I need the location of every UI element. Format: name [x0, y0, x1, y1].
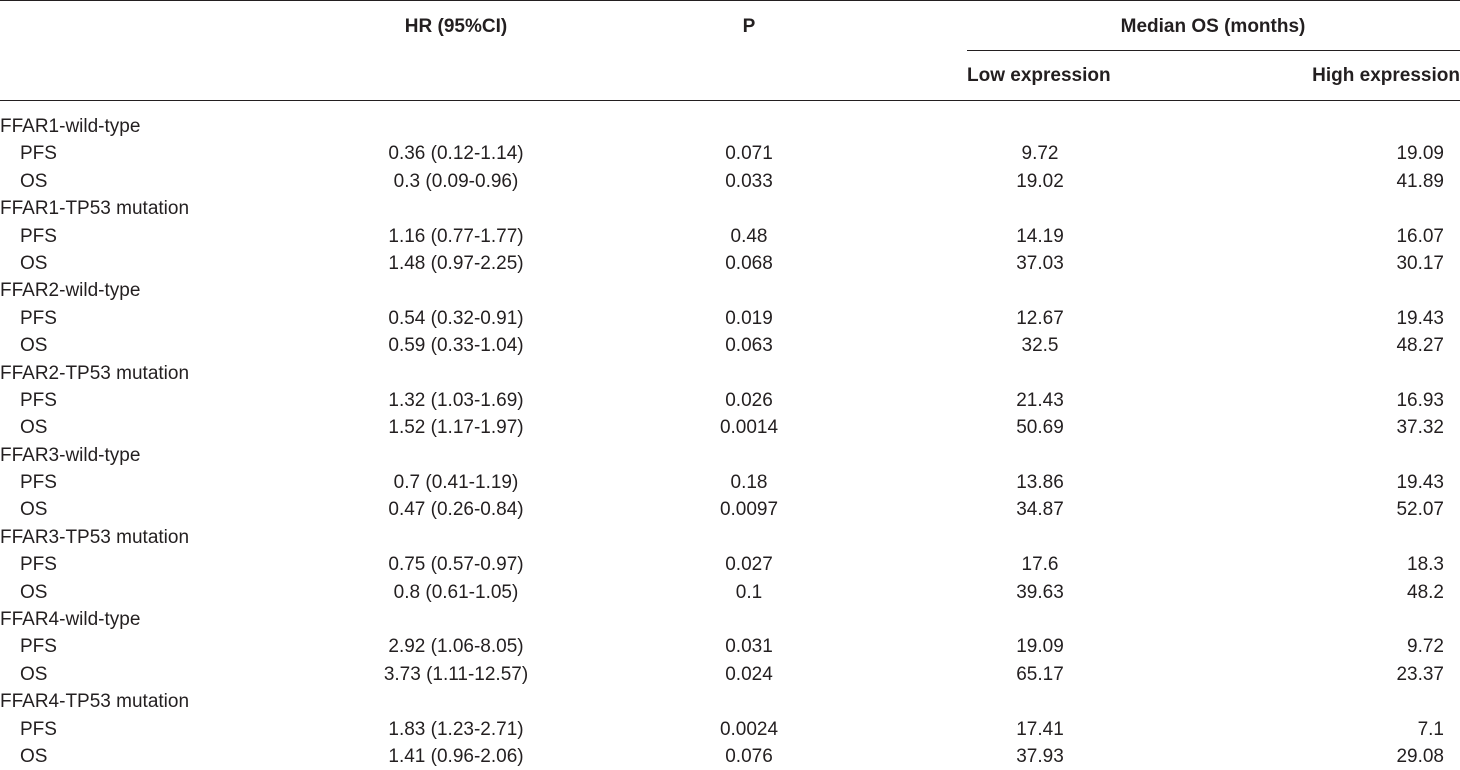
row-label: OS: [20, 170, 48, 192]
table-row: [0, 250, 1460, 277]
hr-cell: 3.73 (1.11-12.57): [383, 663, 529, 685]
hr-cell: 0.36 (0.12-1.14): [388, 143, 524, 165]
p-cell: 0.026: [725, 389, 773, 411]
header-p: P: [742, 16, 756, 37]
low-cell: 9.72: [1021, 143, 1059, 165]
high-cell: 23.37: [1396, 663, 1444, 685]
high-cell: 19.43: [1396, 472, 1444, 494]
group-row: [0, 360, 1460, 387]
row-label: OS: [20, 335, 48, 357]
table-row: [0, 469, 1460, 496]
row-label: PFS: [20, 143, 57, 165]
group-row: [0, 195, 1460, 222]
low-cell: 17.41: [1016, 718, 1064, 740]
p-cell: 0.0097: [719, 499, 779, 521]
hr-cell: 0.47 (0.26-0.84): [388, 499, 524, 521]
low-cell: 12.67: [1016, 307, 1064, 329]
high-cell: 48.2: [1407, 581, 1444, 603]
group-row: [0, 113, 1460, 140]
low-cell: 37.93: [1016, 745, 1064, 767]
high-cell: 37.32: [1396, 417, 1444, 439]
p-cell: 0.019: [725, 307, 773, 329]
low-cell: 65.17: [1016, 663, 1064, 685]
low-cell: 50.69: [1016, 417, 1064, 439]
high-cell: 16.93: [1396, 389, 1444, 411]
group-label: FFAR4-TP53 mutation: [0, 691, 190, 713]
p-cell: 0.027: [725, 554, 773, 576]
hr-cell: 0.7 (0.41-1.19): [393, 472, 519, 494]
table-row: [0, 332, 1460, 359]
low-cell: 21.43: [1016, 389, 1064, 411]
low-cell: 37.03: [1016, 252, 1064, 274]
hr-cell: 0.8 (0.61-1.05): [393, 581, 519, 603]
row-label: OS: [20, 252, 48, 274]
high-cell: 18.3: [1407, 554, 1444, 576]
group-row: [0, 688, 1460, 715]
table-top-rule: [0, 0, 1460, 1]
table-row: [0, 496, 1460, 523]
hr-cell: 0.59 (0.33-1.04): [388, 335, 524, 357]
group-label: FFAR3-wild-type: [0, 444, 141, 466]
table-row: [0, 551, 1460, 578]
p-cell: 0.068: [725, 252, 773, 274]
row-label: OS: [20, 663, 48, 685]
header-median-os: Median OS (months): [1120, 16, 1306, 37]
hr-cell: 1.41 (0.96-2.06): [388, 745, 524, 767]
row-label: PFS: [20, 389, 57, 411]
table-row: [0, 414, 1460, 441]
low-cell: 17.6: [1021, 554, 1059, 576]
row-label: PFS: [20, 307, 57, 329]
hr-cell: 1.83 (1.23-2.71): [388, 718, 524, 740]
low-cell: 39.63: [1016, 581, 1064, 603]
table-row: [0, 661, 1460, 688]
p-cell: 0.031: [725, 636, 773, 658]
high-cell: 19.09: [1396, 143, 1444, 165]
low-cell: 14.19: [1016, 225, 1064, 247]
group-label: FFAR1-wild-type: [0, 116, 141, 137]
high-cell: 52.07: [1396, 499, 1444, 521]
p-cell: 0.0014: [719, 417, 779, 439]
p-cell: 0.063: [725, 335, 773, 357]
p-cell: 0.18: [730, 472, 768, 494]
low-cell: 13.86: [1016, 472, 1064, 494]
group-label: FFAR4-wild-type: [0, 609, 141, 631]
high-cell: 7.1: [1417, 718, 1444, 740]
table-row: [0, 579, 1460, 606]
hr-cell: 1.48 (0.97-2.25): [388, 252, 524, 274]
table-row: [0, 387, 1460, 414]
group-row: [0, 606, 1460, 633]
high-cell: 41.89: [1396, 170, 1444, 192]
group-label: FFAR1-TP53 mutation: [0, 198, 190, 220]
p-cell: 0.071: [725, 143, 773, 165]
hr-cell: 0.75 (0.57-0.97): [388, 554, 524, 576]
row-label: PFS: [20, 554, 57, 576]
group-label: FFAR3-TP53 mutation: [0, 526, 190, 548]
hr-cell: 1.52 (1.17-1.97): [388, 417, 524, 439]
table-row: [0, 305, 1460, 332]
group-label: FFAR2-wild-type: [0, 280, 141, 302]
table-row: [0, 140, 1460, 167]
row-label: PFS: [20, 225, 57, 247]
low-cell: 34.87: [1016, 499, 1064, 521]
high-cell: 30.17: [1396, 252, 1444, 274]
row-label: OS: [20, 417, 48, 439]
header-low-expression: Low expression: [967, 65, 1111, 86]
group-row: [0, 277, 1460, 304]
table-row: [0, 633, 1460, 660]
high-cell: 16.07: [1396, 225, 1444, 247]
p-cell: 0.033: [725, 170, 773, 192]
low-cell: 32.5: [1021, 335, 1059, 357]
high-cell: 29.08: [1396, 745, 1444, 767]
table-row: [0, 223, 1460, 250]
p-cell: 0.48: [730, 225, 768, 247]
group-row: [0, 442, 1460, 469]
hr-cell: 1.32 (1.03-1.69): [388, 389, 524, 411]
table-row: [0, 716, 1460, 743]
hr-cell: 1.16 (0.77-1.77): [388, 225, 524, 247]
table-row: [0, 743, 1460, 770]
high-cell: 48.27: [1396, 335, 1444, 357]
table-row: [0, 168, 1460, 195]
p-cell: 0.0024: [719, 718, 779, 740]
hr-cell: 2.92 (1.06-8.05): [388, 636, 524, 658]
row-label: OS: [20, 581, 48, 603]
high-cell: 19.43: [1396, 307, 1444, 329]
header-bottom-rule: [0, 100, 1460, 101]
p-cell: 0.076: [725, 745, 773, 767]
header-hr: HR (95%CI): [404, 16, 508, 37]
median-os-rule: [967, 50, 1460, 51]
row-label: PFS: [20, 718, 57, 740]
p-cell: 0.1: [735, 581, 763, 603]
low-cell: 19.02: [1016, 170, 1064, 192]
row-label: OS: [20, 745, 48, 767]
p-cell: 0.024: [725, 663, 773, 685]
group-label: FFAR2-TP53 mutation: [0, 362, 190, 384]
low-cell: 19.09: [1016, 636, 1064, 658]
header-high-expression: High expression: [1312, 65, 1460, 86]
hr-cell: 0.54 (0.32-0.91): [388, 307, 524, 329]
row-label: PFS: [20, 636, 57, 658]
group-row: [0, 524, 1460, 551]
hr-cell: 0.3 (0.09-0.96): [393, 170, 519, 192]
high-cell: 9.72: [1407, 636, 1444, 658]
row-label: PFS: [20, 472, 57, 494]
table-body: [0, 113, 1460, 770]
row-label: OS: [20, 499, 48, 521]
